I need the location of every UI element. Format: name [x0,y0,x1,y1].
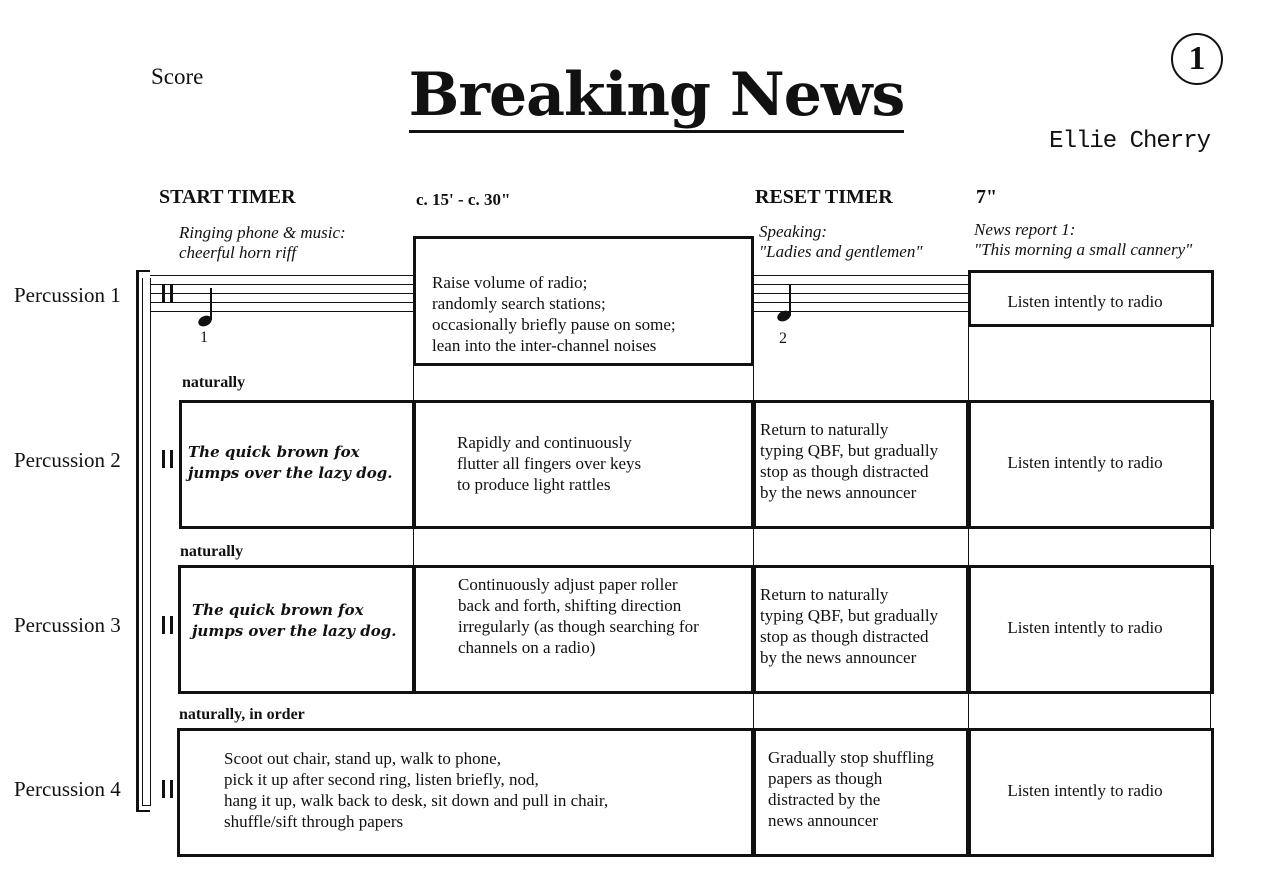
reset-timer-label: RESET TIMER [755,186,893,208]
title-text: Breaking News [409,60,905,133]
cue-line: Speaking: [759,222,827,241]
percussion-clef-icon [162,285,173,303]
p1-radio-instructions [432,272,676,356]
percussion-clef-icon [162,780,173,798]
cue-ringing-phone [179,223,346,263]
p2-listen-text: Listen intently to radio [1007,453,1163,472]
event-number: 2 [779,330,787,347]
column-line [413,365,414,400]
direction-naturally-in-order: naturally, in order [179,706,305,723]
seconds-label: 7" [976,186,998,208]
text-line: Return to naturally [760,420,889,439]
p2-reset-instructions [760,419,938,503]
text-line: Return to naturally [760,585,889,604]
text-line: jumps over the lazy dog. [192,622,397,640]
cue-line: "Ladies and gentlemen" [759,242,923,261]
text-line: The quick brown fox [192,601,364,619]
event-number: 1 [200,329,208,346]
text-line: irregularly (as though searching for [458,617,699,636]
text-line: channels on a radio) [458,638,596,657]
cue-news-report [974,220,1192,260]
text-line: to produce light rattles [457,475,611,494]
instrument-percussion-2: Percussion 2 [14,448,121,472]
text-line: typing QBF, but gradually [760,606,939,625]
cue-speaking [759,222,922,262]
page-number: 1 [1171,33,1223,85]
text-line: Raise volume of radio; [432,273,588,292]
text-line: Scoot out chair, stand up, walk to phone, [224,749,501,768]
text-line: distracted by the [768,790,881,809]
p3-qbf-text [192,600,396,642]
composer-name: Ellie Cherry [1049,128,1210,155]
text-line: Gradually stop shuffling [768,748,934,767]
text-line: back and forth, shifting direction [458,596,682,615]
text-line: lean into the inter-channel noises [432,336,657,355]
text-line: by the news announcer [760,648,917,667]
text-line: jumps over the lazy dog. [188,464,393,482]
instrument-percussion-4: Percussion 4 [14,777,121,801]
instrument-percussion-1: Percussion 1 [14,283,121,307]
text-line: stop as though distracted [760,462,929,481]
p4-reset-instructions [768,747,934,831]
p2-qbf-text [188,442,392,484]
percussion-clef-icon [162,616,173,634]
text-line: occasionally briefly pause on some; [432,315,676,334]
text-line: stop as though distracted [760,627,929,646]
note-stem [210,288,212,320]
instrument-percussion-3: Percussion 3 [14,613,121,637]
text-line: hang it up, walk back to desk, sit down and pull in chair, [224,791,609,810]
p4-phone-instructions [224,748,608,832]
text-line: news announcer [768,811,878,830]
text-line: pick it up after second ring, listen briefly, nod, [224,770,539,789]
p3-roller-instructions [458,574,699,658]
page-title [0,60,1280,130]
percussion-clef-icon [162,450,173,468]
direction-naturally: naturally [182,374,246,391]
text-line: The quick brown fox [188,443,360,461]
p3-listen-text: Listen intently to radio [1007,618,1163,637]
p3-reset-instructions [760,584,938,668]
p4-listen-text: Listen intently to radio [1007,781,1163,800]
score-label: Score [151,64,204,89]
duration-label: c. 15' - c. 30" [416,190,511,209]
column-line [413,528,414,565]
cue-line: Ringing phone & music: [179,223,346,242]
text-line: Continuously adjust paper roller [458,575,678,594]
direction-naturally: naturally [180,543,244,560]
text-line: randomly search stations; [432,294,606,313]
start-timer-label: START TIMER [159,186,296,208]
text-line: papers as though [768,769,883,788]
text-line: Rapidly and continuously [457,433,632,452]
text-line: by the news announcer [760,483,917,502]
cue-line: "This morning a small cannery" [974,240,1193,259]
p2-flutter-instructions [457,432,641,495]
cue-line: News report 1: [974,220,1076,239]
text-line: typing QBF, but gradually [760,441,939,460]
cue-line: cheerful horn riff [179,243,297,262]
text-line: flutter all fingers over keys [457,454,642,473]
text-line: shuffle/sift through papers [224,812,404,831]
p1-listen-text: Listen intently to radio [1007,292,1163,311]
